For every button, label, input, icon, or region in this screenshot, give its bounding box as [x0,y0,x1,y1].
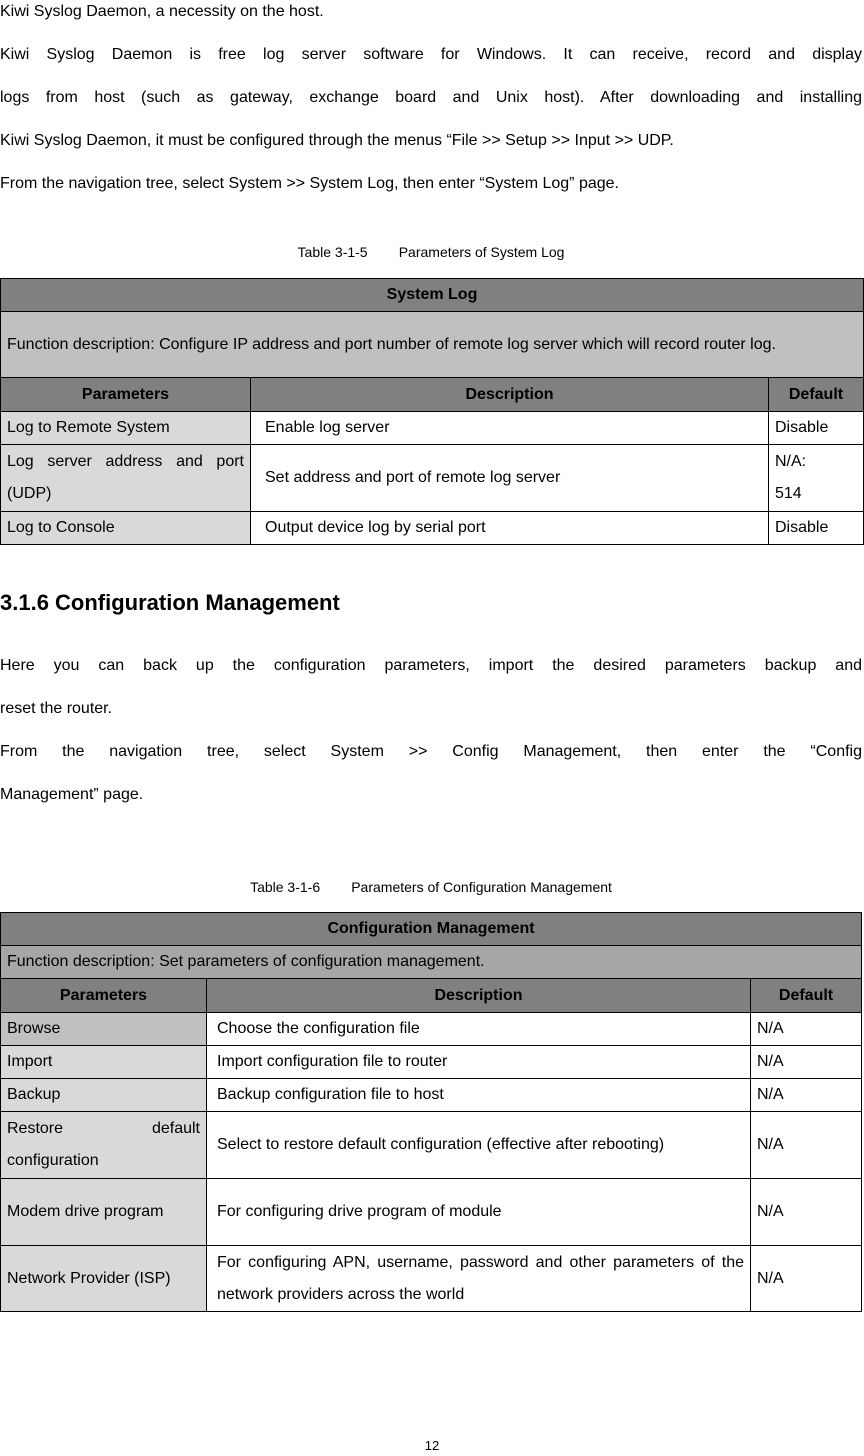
default-cell: N/A [751,1246,862,1312]
description-cell: Backup configuration file to host [207,1079,751,1112]
default-cell: N/A [751,1013,862,1046]
default-cell: N/A: 514 [769,445,864,512]
default-cell: N/A [751,1179,862,1246]
param-cell: Browse [1,1013,207,1046]
description-cell: For configuring drive program of module [207,1179,751,1246]
section-line: From the navigation tree, select System >> Config Management, then enter the “Config [0,743,862,760]
intro-line: Kiwi Syslog Daemon, it must be configured through the menus “File >> Setup >> Input >> UDP. [0,132,674,149]
description-cell: Import configuration file to router [207,1046,751,1079]
table-row [1,1179,862,1246]
table-row [1,412,864,445]
default-cell: N/A [751,1079,862,1112]
param-cell: Network Provider (ISP) [1,1246,207,1312]
page-number: 12 [424,1438,440,1453]
description-cell: Output device log by serial port [251,512,769,545]
param-cell: Import [1,1046,207,1079]
column-header: Default [751,979,862,1013]
function-description: Function description: Configure IP address and port number of remote log server which will record router log. [1,312,864,378]
column-header: Parameters [1,378,251,412]
description-cell: Enable log server [251,412,769,445]
description-cell: For configuring APN, username, password and other parameters of the network providers across the world [207,1246,751,1312]
table-row [1,512,864,545]
default-cell: Disable [769,412,864,445]
table-caption: Table 3-1-5 Parameters of System Log [297,244,565,260]
function-description: Function description: Set parameters of configuration management. [1,946,862,979]
param-cell: Modem drive program [1,1179,207,1246]
table-row [1,1079,862,1112]
param-cell: Log server address and port (UDP) [1,445,251,512]
param-cell: Backup [1,1079,207,1112]
intro-line: From the navigation tree, select System >> System Log, then enter “System Log” page. [0,175,619,192]
table-caption: Table 3-1-6 Parameters of Configuration Management [250,879,612,895]
table-title: Configuration Management [1,913,862,946]
default-cell: Disable [769,512,864,545]
description-cell: Set address and port of remote log server [251,445,769,512]
section-heading: 3.1.6 Configuration Management [0,590,340,615]
param-cell: Log to Console [1,512,251,545]
intro-line: logs from host (such as gateway, exchange board and Unix host). After downloading and installing [0,89,862,106]
column-header: Parameters [1,979,207,1013]
intro-line: Kiwi Syslog Daemon is free log server software for Windows. It can receive, record and display [0,46,862,63]
default-cell: N/A [751,1112,862,1179]
table-row [1,1246,862,1312]
description-cell: Select to restore default configuration (effective after rebooting) [207,1112,751,1179]
column-header: Description [207,979,751,1013]
table-title: System Log [1,279,864,312]
system-log-table [0,278,864,545]
section-line: Management” page. [0,786,144,803]
column-header: Default [769,378,864,412]
section-line: Here you can back up the configuration parameters, import the desired parameters backup and [0,657,862,674]
section-line: reset the router. [0,700,113,717]
config-management-table [0,912,862,1312]
column-header: Description [251,378,769,412]
table-row [1,1112,862,1179]
param-cell: Log to Remote System [1,412,251,445]
description-cell: Choose the configuration file [207,1013,751,1046]
table-row [1,445,864,512]
default-cell: N/A [751,1046,862,1079]
table-row [1,1013,862,1046]
table-row [1,1046,862,1079]
param-cell: Restore default configuration [1,1112,207,1179]
intro-line: Kiwi Syslog Daemon, a necessity on the host. [0,3,324,20]
